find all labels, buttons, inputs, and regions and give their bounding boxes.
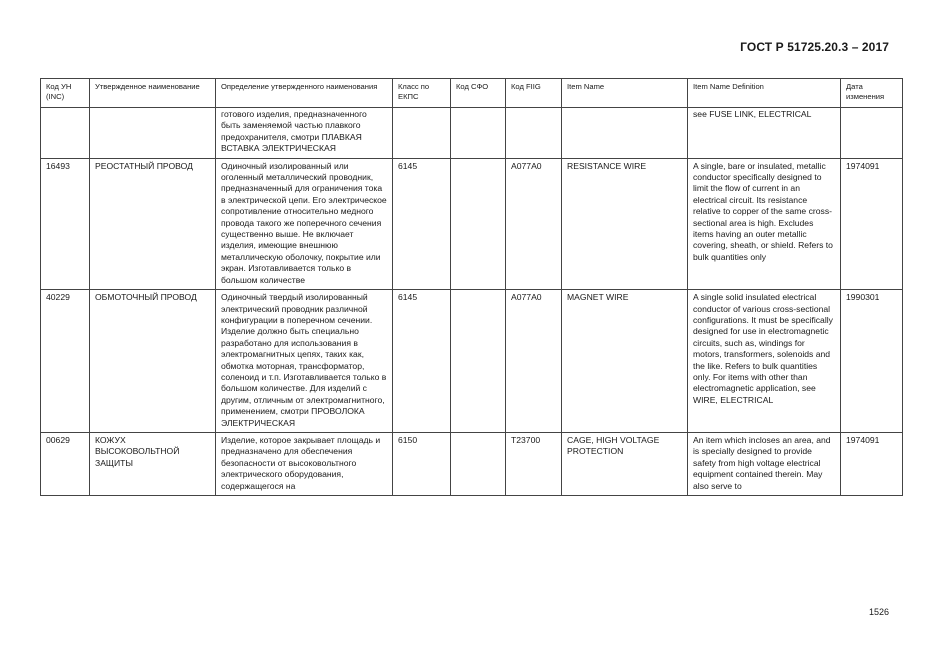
table-row: [41, 108, 903, 159]
cell-sfo: [451, 108, 506, 159]
cell-name-ru: [90, 108, 216, 159]
cell-definition-en: see FUSE LINK, ELECTRICAL: [688, 108, 841, 159]
cell-inc: [41, 108, 90, 159]
cell-name-ru: КОЖУХ ВЫСОКОВОЛЬТНОЙ ЗАЩИТЫ: [90, 432, 216, 495]
cell-date: 1974091: [841, 432, 903, 495]
cell-inc: 16493: [41, 158, 90, 289]
cell-fiig: T23700: [506, 432, 562, 495]
header-fiig: Код FIIG: [506, 79, 562, 108]
header-definition-ru: Определение утвержденного наименования: [216, 79, 393, 108]
cell-item-name: RESISTANCE WIRE: [562, 158, 688, 289]
table-row: [41, 432, 903, 495]
cell-class: 6145: [393, 290, 451, 433]
cell-name-ru: РЕОСТАТНЫЙ ПРОВОД: [90, 158, 216, 289]
catalog-table: [40, 78, 903, 496]
cell-date: 1990301: [841, 290, 903, 433]
header-definition-en: Item Name Definition: [688, 79, 841, 108]
standard-code: ГОСТ Р 51725.20.3 – 2017: [740, 40, 889, 54]
cell-sfo: [451, 432, 506, 495]
cell-sfo: [451, 158, 506, 289]
cell-inc: 40229: [41, 290, 90, 433]
header-class: Класс по ЕКПС: [393, 79, 451, 108]
cell-definition-ru: Одиночный твердый изолированный электрический проводник различной конфигурации в поперечном сечении. Изделие должно быть специально разработано для использования в электромагнитных цепях, таких как, обмотка моторная, трансформатор, соленоид и т.п. Изготавливается только в большом количестве. Для изделий с другим, отличным от электромагнитного, применением, смотри ПРОВОЛОКА ЭЛЕКТРИЧЕСКАЯ: [216, 290, 393, 433]
table-row: [41, 158, 903, 289]
cell-definition-en: A single, bare or insulated, metallic conductor specifically designed to limit the flow of current in an electrical circuit. Its resistance relative to copper of the same cross-sectional area is high. Excludes items having an outer metallic covering, sheath, or shield. Refers to bulk quantities only: [688, 158, 841, 289]
cell-name-ru: ОБМОТОЧНЫЙ ПРОВОД: [90, 290, 216, 433]
cell-item-name: CAGE, HIGH VOLTAGE PROTECTION: [562, 432, 688, 495]
cell-class: [393, 108, 451, 159]
cell-inc: 00629: [41, 432, 90, 495]
table-header: [41, 79, 903, 108]
cell-definition-ru: готового изделия, предназначенного быть заменяемой частью плавкого предохранителя, смотри ПЛАВКАЯ ВСТАВКА ЭЛЕКТРИЧЕСКАЯ: [216, 108, 393, 159]
table-row: [41, 290, 903, 433]
cell-definition-ru: Изделие, которое закрывает площадь и предназначено для обеспечения безопасности от высоковольтного электрического оборудования, содержащегося на: [216, 432, 393, 495]
cell-class: 6145: [393, 158, 451, 289]
cell-definition-en: A single solid insulated electrical conductor of various cross-sectional configurations. It must be specifically designed for use in electromagnetic circuits, such as, windings for motors, transformers, solenoids and the like. Refers to bulk quantities only. For items with other than electromagnetic application, see WIRE, ELECTRICAL: [688, 290, 841, 433]
header-sfo: Код СФО: [451, 79, 506, 108]
cell-item-name: [562, 108, 688, 159]
page-number: 1526: [868, 607, 889, 617]
cell-date: 1974091: [841, 158, 903, 289]
cell-item-name: MAGNET WIRE: [562, 290, 688, 433]
header-inc: Код УН (INC): [41, 79, 90, 108]
cell-definition-ru: Одиночный изолированный или оголенный металлический проводник, предназначенный для ограничения тока в электрической цепи. Его электрическое сопротивление относительно медного провода такого же поперечного сечения существенно выше. Не включает изделия, имеющие внешнюю металлическую оболочку, покрытие или экран. Изготавливается только в большом количестве: [216, 158, 393, 289]
header-approved-name: Утвержденное наименование: [90, 79, 216, 108]
header-date: Дата изменения: [841, 79, 903, 108]
cell-date: [841, 108, 903, 159]
cell-fiig: A077A0: [506, 290, 562, 433]
cell-definition-en: An item which incloses an area, and is specially designed to provide safety from high voltage electrical equipment contained therein. May also serve to: [688, 432, 841, 495]
cell-fiig: [506, 108, 562, 159]
cell-sfo: [451, 290, 506, 433]
cell-class: 6150: [393, 432, 451, 495]
header-item-name: Item Name: [562, 79, 688, 108]
cell-fiig: A077A0: [506, 158, 562, 289]
